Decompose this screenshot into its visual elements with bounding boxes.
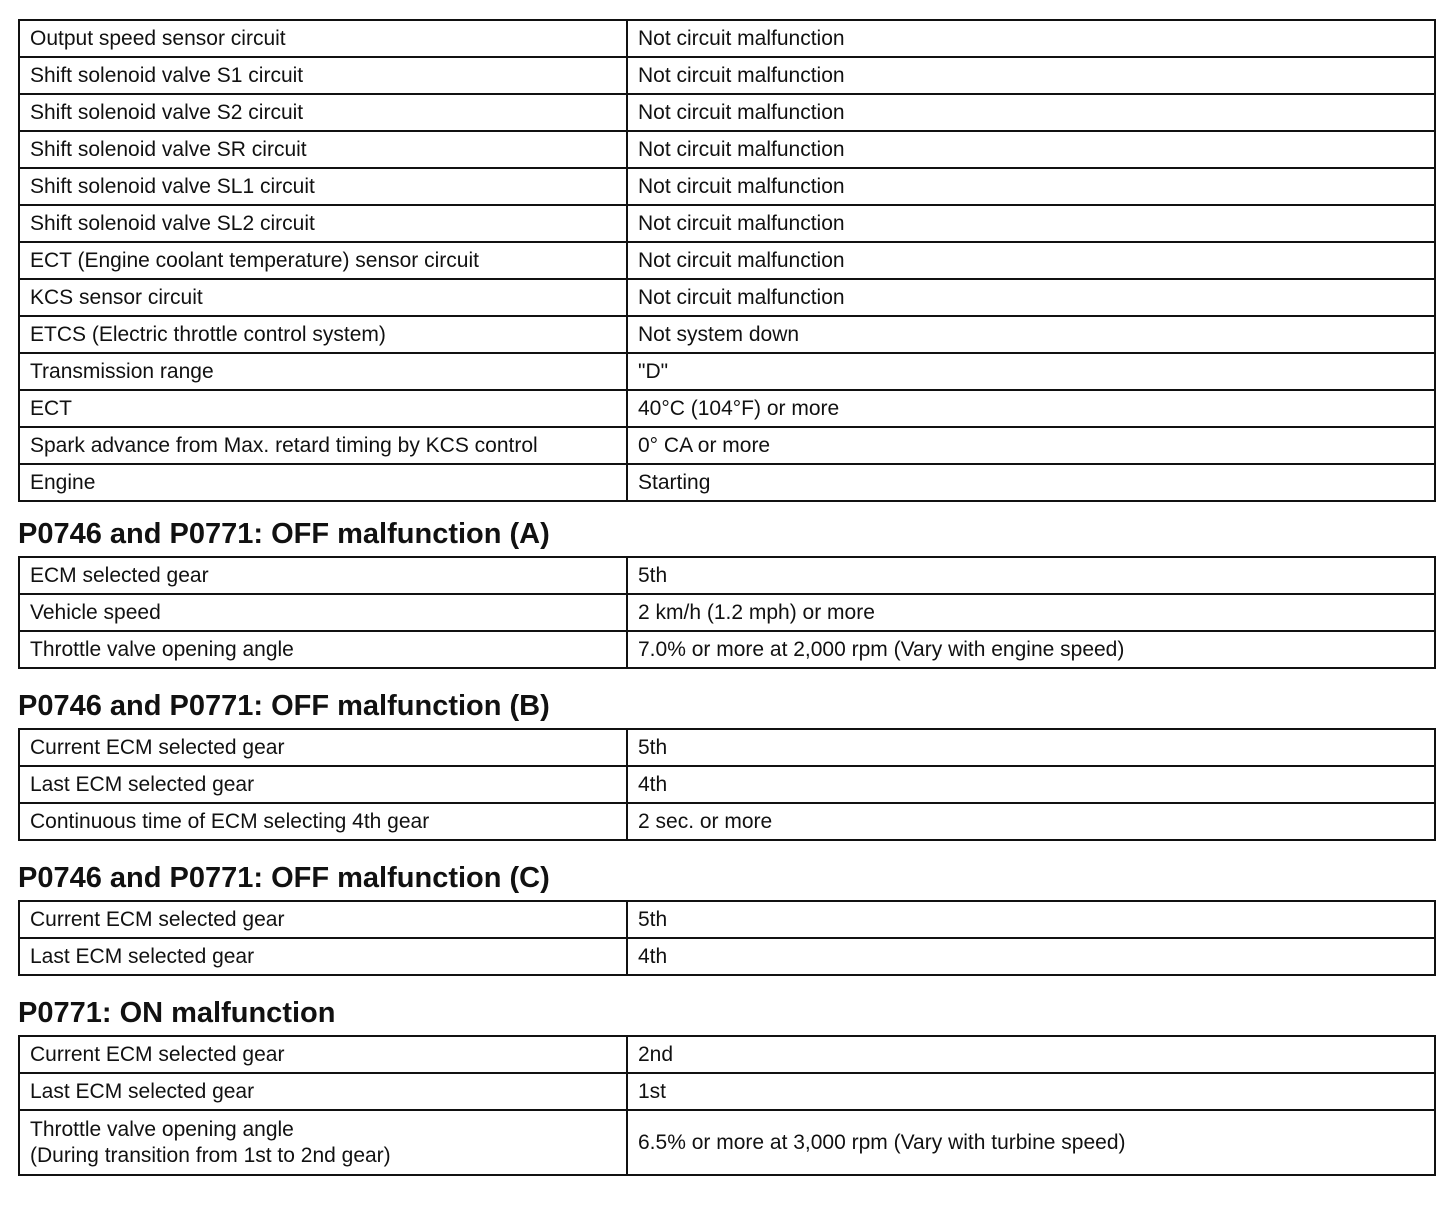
section-heading-on-malfunction: P0771: ON malfunction <box>18 997 336 1029</box>
condition-value: 1st <box>627 1073 1435 1110</box>
condition-value: Not circuit malfunction <box>627 279 1435 316</box>
conditions-table-top <box>18 19 1436 502</box>
table-row <box>19 464 1435 501</box>
condition-item: Last ECM selected gear <box>19 766 627 803</box>
condition-value: Not circuit malfunction <box>627 205 1435 242</box>
condition-item: Shift solenoid valve SL1 circuit <box>19 168 627 205</box>
condition-value: 5th <box>627 557 1435 594</box>
conditions-table-on-malfunction <box>18 1035 1436 1176</box>
condition-item: Last ECM selected gear <box>19 938 627 975</box>
table-row <box>19 279 1435 316</box>
condition-value: 0° CA or more <box>627 427 1435 464</box>
condition-item: ECT <box>19 390 627 427</box>
document-page <box>18 19 1434 1176</box>
condition-item: Shift solenoid valve SR circuit <box>19 131 627 168</box>
table-row <box>19 316 1435 353</box>
condition-value: Not circuit malfunction <box>627 20 1435 57</box>
condition-item: Current ECM selected gear <box>19 1036 627 1073</box>
condition-item: Current ECM selected gear <box>19 729 627 766</box>
condition-value: 2 km/h (1.2 mph) or more <box>627 594 1435 631</box>
condition-item: Output speed sensor circuit <box>19 20 627 57</box>
condition-value: Not circuit malfunction <box>627 242 1435 279</box>
condition-value: 7.0% or more at 2,000 rpm (Vary with engine speed) <box>627 631 1435 668</box>
table-row <box>19 168 1435 205</box>
condition-value: 4th <box>627 938 1435 975</box>
table-row <box>19 131 1435 168</box>
condition-value: 5th <box>627 729 1435 766</box>
table-row <box>19 242 1435 279</box>
table-row <box>19 353 1435 390</box>
conditions-table-off-malfunction-b <box>18 728 1436 841</box>
condition-value: Not circuit malfunction <box>627 57 1435 94</box>
table-row <box>19 20 1435 57</box>
table-row <box>19 766 1435 803</box>
condition-item: Vehicle speed <box>19 594 627 631</box>
condition-value: 4th <box>627 766 1435 803</box>
condition-item-line: (During transition from 1st to 2nd gear) <box>30 1143 391 1167</box>
condition-item: Shift solenoid valve SL2 circuit <box>19 205 627 242</box>
condition-item <box>19 1110 627 1175</box>
table-row <box>19 557 1435 594</box>
table-row <box>19 938 1435 975</box>
condition-value: 2 sec. or more <box>627 803 1435 840</box>
table-row <box>19 729 1435 766</box>
condition-item-line: Throttle valve opening angle <box>30 1117 294 1141</box>
condition-value: 6.5% or more at 3,000 rpm (Vary with turbine speed) <box>627 1110 1435 1175</box>
condition-item: KCS sensor circuit <box>19 279 627 316</box>
table-row <box>19 631 1435 668</box>
condition-value: Starting <box>627 464 1435 501</box>
condition-item: Continuous time of ECM selecting 4th gear <box>19 803 627 840</box>
condition-value: 5th <box>627 901 1435 938</box>
table-row <box>19 594 1435 631</box>
table-row <box>19 390 1435 427</box>
table-row <box>19 1110 1435 1175</box>
condition-value: Not circuit malfunction <box>627 94 1435 131</box>
condition-item: Throttle valve opening angle <box>19 631 627 668</box>
condition-item: Shift solenoid valve S2 circuit <box>19 94 627 131</box>
condition-value: Not system down <box>627 316 1435 353</box>
section-heading-off-malfunction-c: P0746 and P0771: OFF malfunction (C) <box>18 862 550 894</box>
condition-value: 2nd <box>627 1036 1435 1073</box>
table-row <box>19 1036 1435 1073</box>
condition-item: Spark advance from Max. retard timing by KCS control <box>19 427 627 464</box>
table-row <box>19 57 1435 94</box>
condition-item: Last ECM selected gear <box>19 1073 627 1110</box>
condition-item: ETCS (Electric throttle control system) <box>19 316 627 353</box>
condition-value: Not circuit malfunction <box>627 168 1435 205</box>
condition-item: Engine <box>19 464 627 501</box>
table-row <box>19 205 1435 242</box>
section-heading-off-malfunction-b: P0746 and P0771: OFF malfunction (B) <box>18 690 550 722</box>
condition-item: ECM selected gear <box>19 557 627 594</box>
conditions-table-off-malfunction-a <box>18 556 1436 669</box>
table-row <box>19 803 1435 840</box>
condition-value: 40°C (104°F) or more <box>627 390 1435 427</box>
condition-item: Current ECM selected gear <box>19 901 627 938</box>
table-row <box>19 901 1435 938</box>
table-row <box>19 427 1435 464</box>
condition-value: Not circuit malfunction <box>627 131 1435 168</box>
conditions-table-off-malfunction-c <box>18 900 1436 976</box>
table-row <box>19 1073 1435 1110</box>
table-row <box>19 94 1435 131</box>
condition-item: Shift solenoid valve S1 circuit <box>19 57 627 94</box>
condition-item: Transmission range <box>19 353 627 390</box>
section-heading-off-malfunction-a: P0746 and P0771: OFF malfunction (A) <box>18 518 550 550</box>
condition-item: ECT (Engine coolant temperature) sensor circuit <box>19 242 627 279</box>
condition-value: "D" <box>627 353 1435 390</box>
